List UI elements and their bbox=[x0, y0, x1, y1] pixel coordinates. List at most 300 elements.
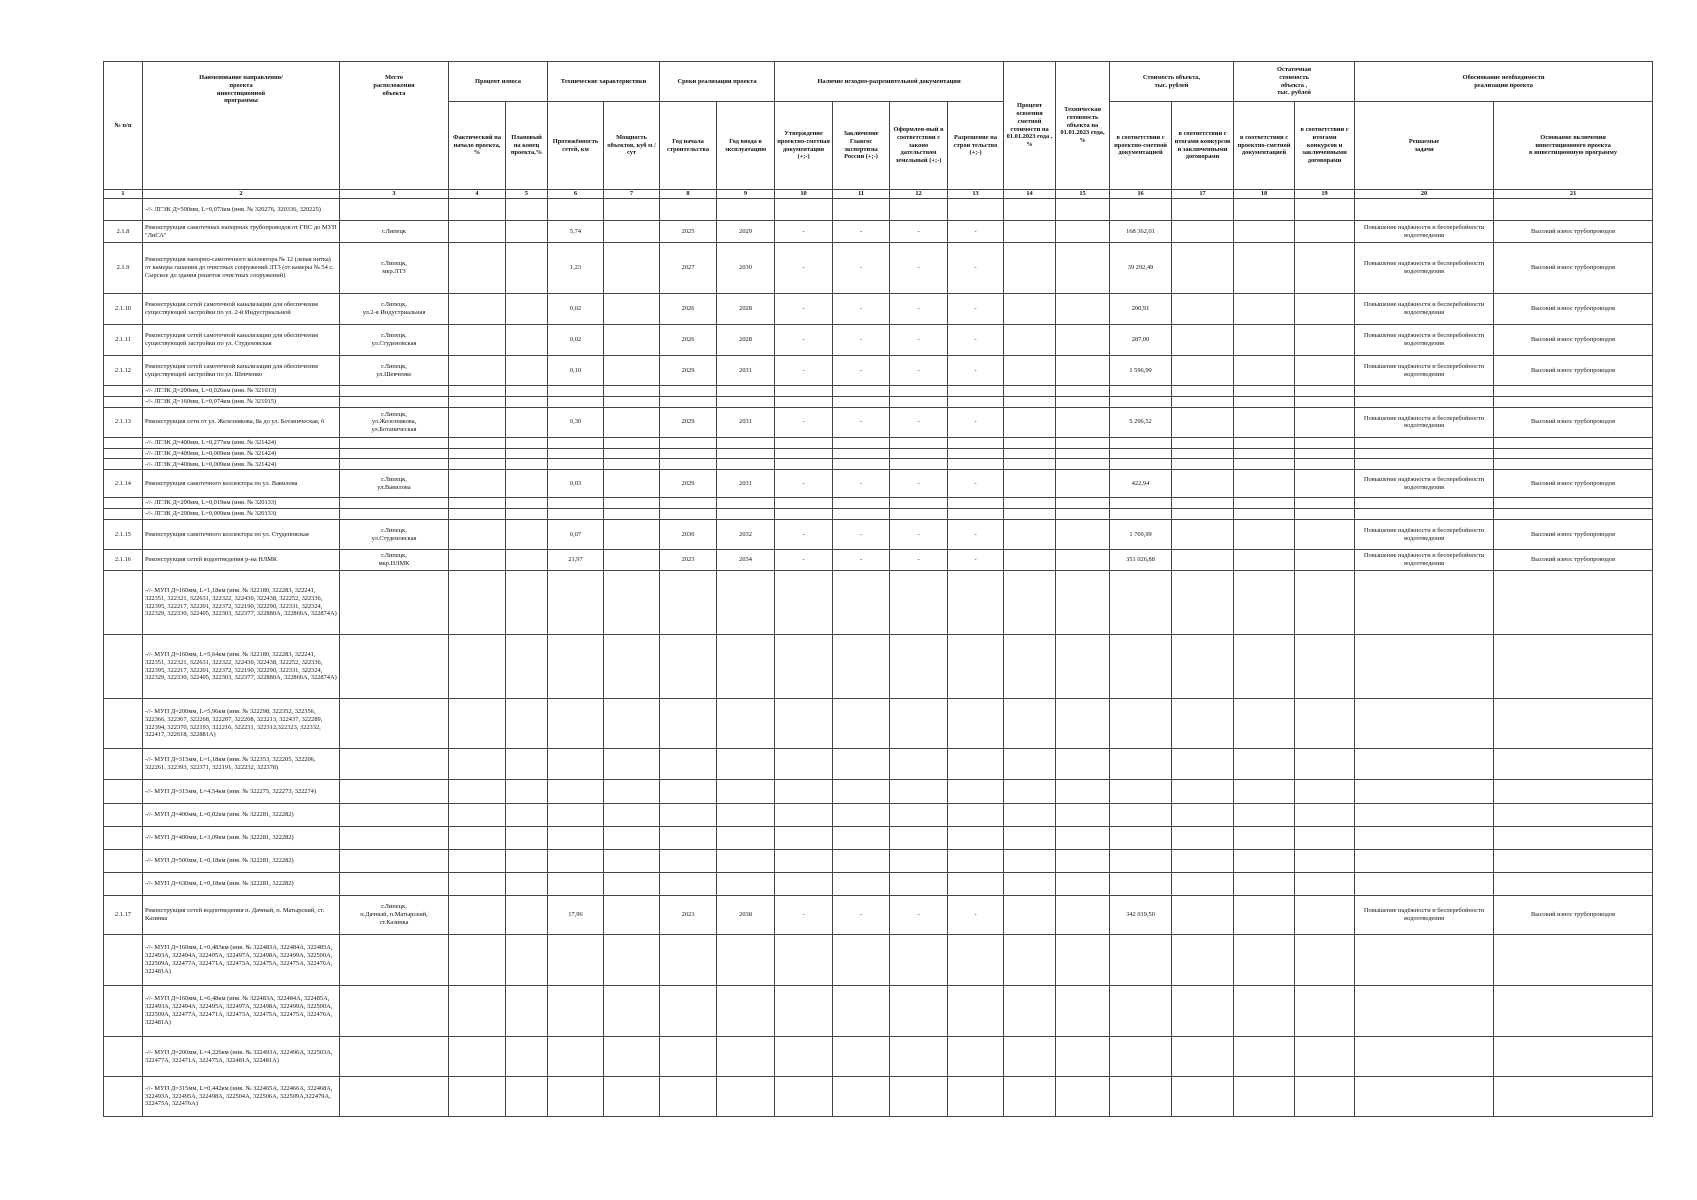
row-doc-permit: - bbox=[948, 896, 1004, 935]
row-capacity bbox=[604, 827, 660, 850]
table-row bbox=[104, 243, 1653, 294]
row-wear-plan bbox=[506, 935, 548, 986]
row-residual-psd bbox=[1234, 1037, 1295, 1077]
row-basis bbox=[1494, 1077, 1653, 1117]
row-doc-permit: - bbox=[948, 407, 1004, 437]
row-basis bbox=[1494, 827, 1653, 850]
row-readiness bbox=[1056, 873, 1110, 896]
row-tasks: Повышение надёжности и бесперебойности водоотведения bbox=[1355, 550, 1494, 571]
row-tasks bbox=[1355, 873, 1494, 896]
row-length bbox=[548, 459, 604, 470]
row-wear-plan bbox=[506, 520, 548, 550]
row-tasks bbox=[1355, 1077, 1494, 1117]
row-capacity bbox=[604, 986, 660, 1037]
row-name: -//- ЛГЭК Д=400мм, L=0,277км (инв. № 321424) bbox=[143, 437, 340, 448]
row-cost-contracts bbox=[1172, 356, 1234, 386]
row-basis bbox=[1494, 498, 1653, 509]
row-cost-psd bbox=[1110, 850, 1172, 873]
row-doc-land bbox=[890, 935, 948, 986]
row-length bbox=[548, 1077, 604, 1117]
row-doc-expertise: - bbox=[833, 356, 890, 386]
row-wear-fact bbox=[449, 749, 506, 780]
row-readiness bbox=[1056, 397, 1110, 408]
row-progress bbox=[1004, 571, 1056, 635]
row-progress bbox=[1004, 896, 1056, 935]
row-start-year bbox=[660, 1037, 717, 1077]
row-name: Реконструкция напорно-самотечного коллектора № 12 (левая нитка) от камеры гашения до очистных сооружений ЛТЗ (от камеры № 54 с. Сырское до здания решеток очистных сооружений) bbox=[143, 243, 340, 294]
column-number: 20 bbox=[1355, 190, 1494, 199]
table-sub-row bbox=[104, 699, 1653, 749]
row-start-year bbox=[660, 986, 717, 1037]
row-wear-plan bbox=[506, 986, 548, 1037]
row-number bbox=[104, 804, 143, 827]
row-name: Реконструкция самотечных напорных трубопроводов от ГНС до МУП "ЛиСА" bbox=[143, 221, 340, 243]
row-cost-psd bbox=[1110, 780, 1172, 804]
row-doc-expertise bbox=[833, 509, 890, 520]
row-residual-psd bbox=[1234, 635, 1295, 699]
row-residual-contracts bbox=[1295, 520, 1355, 550]
row-residual-psd bbox=[1234, 520, 1295, 550]
row-basis bbox=[1494, 804, 1653, 827]
row-cost-contracts bbox=[1172, 221, 1234, 243]
row-doc-approved bbox=[775, 780, 833, 804]
row-cost-contracts bbox=[1172, 986, 1234, 1037]
row-cost-contracts bbox=[1172, 459, 1234, 470]
row-start-year bbox=[660, 749, 717, 780]
row-residual-contracts bbox=[1295, 243, 1355, 294]
header-residual-psd: в соответствии с проектно-сметной документацией bbox=[1234, 102, 1295, 190]
row-doc-land: - bbox=[890, 407, 948, 437]
column-number: 13 bbox=[948, 190, 1004, 199]
row-residual-psd bbox=[1234, 571, 1295, 635]
column-number: 15 bbox=[1056, 190, 1110, 199]
row-doc-approved bbox=[775, 850, 833, 873]
row-place: г.Липецк, ул.2-я Индустриальная bbox=[340, 294, 449, 325]
row-doc-permit bbox=[948, 699, 1004, 749]
row-wear-plan bbox=[506, 498, 548, 509]
row-residual-contracts bbox=[1295, 448, 1355, 459]
row-number bbox=[104, 827, 143, 850]
header-residual-group: Остаточная стоимость объекта , тыс. рублей bbox=[1234, 62, 1355, 102]
row-name: -//- МУП Д=315мм, L=1,18км (инв. № 322353, 322205, 322206, 322261, 322393, 322371, 322191, 322232, 322378) bbox=[143, 749, 340, 780]
row-doc-permit: - bbox=[948, 470, 1004, 498]
row-cost-psd: 39 292,49 bbox=[1110, 243, 1172, 294]
row-name: -//- МУП Д=500мм, L=0,18км (инв. № 322281, 322282) bbox=[143, 850, 340, 873]
row-wear-fact bbox=[449, 199, 506, 221]
row-wear-fact bbox=[449, 699, 506, 749]
row-name: -//- ЛГЭК Д=160мм, L=0,074км (инв. № 321015) bbox=[143, 397, 340, 408]
row-basis bbox=[1494, 935, 1653, 986]
row-doc-land bbox=[890, 1077, 948, 1117]
row-doc-expertise bbox=[833, 699, 890, 749]
row-wear-plan bbox=[506, 470, 548, 498]
row-capacity bbox=[604, 448, 660, 459]
row-readiness bbox=[1056, 1077, 1110, 1117]
row-readiness bbox=[1056, 635, 1110, 699]
row-wear-fact bbox=[449, 896, 506, 935]
row-cost-contracts bbox=[1172, 873, 1234, 896]
row-doc-approved bbox=[775, 448, 833, 459]
row-basis bbox=[1494, 1037, 1653, 1077]
row-residual-psd bbox=[1234, 498, 1295, 509]
row-number bbox=[104, 1077, 143, 1117]
row-doc-land: - bbox=[890, 243, 948, 294]
row-wear-fact bbox=[449, 827, 506, 850]
row-cost-contracts bbox=[1172, 325, 1234, 356]
row-readiness bbox=[1056, 221, 1110, 243]
row-wear-plan bbox=[506, 850, 548, 873]
row-capacity bbox=[604, 509, 660, 520]
row-residual-psd bbox=[1234, 199, 1295, 221]
table-sub-row bbox=[104, 804, 1653, 827]
row-number bbox=[104, 986, 143, 1037]
row-progress bbox=[1004, 1037, 1056, 1077]
row-tasks bbox=[1355, 827, 1494, 850]
row-residual-contracts bbox=[1295, 986, 1355, 1037]
row-name: Реконструкция самотечного коллектора по ул. Студеновская bbox=[143, 520, 340, 550]
row-basis bbox=[1494, 397, 1653, 408]
row-residual-psd bbox=[1234, 986, 1295, 1037]
row-cost-contracts bbox=[1172, 850, 1234, 873]
row-doc-expertise bbox=[833, 386, 890, 397]
row-basis bbox=[1494, 199, 1653, 221]
row-tasks bbox=[1355, 986, 1494, 1037]
row-wear-fact bbox=[449, 294, 506, 325]
row-doc-permit: - bbox=[948, 325, 1004, 356]
row-residual-psd bbox=[1234, 896, 1295, 935]
row-place bbox=[340, 935, 449, 986]
row-place bbox=[340, 699, 449, 749]
row-wear-fact bbox=[449, 386, 506, 397]
table-row bbox=[104, 520, 1653, 550]
column-number: 6 bbox=[548, 190, 604, 199]
row-cost-psd: 422,94 bbox=[1110, 470, 1172, 498]
row-readiness bbox=[1056, 437, 1110, 448]
row-doc-permit: - bbox=[948, 243, 1004, 294]
row-doc-land bbox=[890, 699, 948, 749]
row-wear-plan bbox=[506, 437, 548, 448]
row-progress bbox=[1004, 199, 1056, 221]
row-doc-expertise bbox=[833, 437, 890, 448]
row-doc-land bbox=[890, 986, 948, 1037]
row-doc-land bbox=[890, 459, 948, 470]
row-end-year: 2029 bbox=[717, 221, 775, 243]
row-basis: Высокий износ трубопроводов bbox=[1494, 356, 1653, 386]
row-cost-psd bbox=[1110, 1037, 1172, 1077]
row-capacity bbox=[604, 221, 660, 243]
row-place bbox=[340, 498, 449, 509]
column-number: 7 bbox=[604, 190, 660, 199]
row-residual-contracts bbox=[1295, 386, 1355, 397]
row-capacity bbox=[604, 294, 660, 325]
row-doc-expertise bbox=[833, 199, 890, 221]
header-doc-permit: Разрешение на строи тельство (+;-) bbox=[948, 102, 1004, 190]
row-number bbox=[104, 571, 143, 635]
row-cost-psd: 5 296,52 bbox=[1110, 407, 1172, 437]
row-doc-expertise: - bbox=[833, 407, 890, 437]
row-number: 2.1.12 bbox=[104, 356, 143, 386]
row-tasks bbox=[1355, 850, 1494, 873]
row-tasks: Повышение надёжности и бесперебойности водоотведения bbox=[1355, 407, 1494, 437]
row-wear-plan bbox=[506, 571, 548, 635]
row-cost-contracts bbox=[1172, 448, 1234, 459]
row-end-year: 2034 bbox=[717, 550, 775, 571]
row-cost-psd bbox=[1110, 635, 1172, 699]
row-length bbox=[548, 780, 604, 804]
row-end-year bbox=[717, 498, 775, 509]
row-residual-psd bbox=[1234, 294, 1295, 325]
row-end-year bbox=[717, 397, 775, 408]
row-name: Реконструкция сетей водоотведения п. Дачный, п. Матырский, ст. Казинка bbox=[143, 896, 340, 935]
row-cost-contracts bbox=[1172, 780, 1234, 804]
row-end-year bbox=[717, 635, 775, 699]
row-cost-contracts bbox=[1172, 199, 1234, 221]
row-doc-approved bbox=[775, 1077, 833, 1117]
row-doc-land bbox=[890, 397, 948, 408]
row-doc-expertise bbox=[833, 935, 890, 986]
row-doc-approved bbox=[775, 827, 833, 850]
row-length: 5,74 bbox=[548, 221, 604, 243]
row-wear-fact bbox=[449, 397, 506, 408]
row-basis bbox=[1494, 749, 1653, 780]
row-wear-plan bbox=[506, 827, 548, 850]
row-start-year: 2026 bbox=[660, 294, 717, 325]
row-length bbox=[548, 935, 604, 986]
row-capacity bbox=[604, 199, 660, 221]
header-doc-approved: Утверждение проектно-сметная документация (+;-) bbox=[775, 102, 833, 190]
row-length bbox=[548, 986, 604, 1037]
row-readiness bbox=[1056, 571, 1110, 635]
row-doc-approved: - bbox=[775, 294, 833, 325]
row-start-year bbox=[660, 827, 717, 850]
row-place: г.Липецк, ул.Студеновская bbox=[340, 520, 449, 550]
header-doc-expertise: Заключение Главгос экспертизы России (+;-) bbox=[833, 102, 890, 190]
row-name: -//- МУП Д=200мм, L=5,96км (инв. № 322298, 322352, 322356, 322366, 322367, 322268, 322207, 322208, 322213, 322437, 322289, 322394, 322370, 322193, 322216, 322231, 322312,322323, 322332, 322417, 322618, 322881А) bbox=[143, 699, 340, 749]
table-sub-row bbox=[104, 437, 1653, 448]
row-start-year bbox=[660, 448, 717, 459]
row-progress bbox=[1004, 550, 1056, 571]
row-start-year bbox=[660, 1077, 717, 1117]
row-name: -//- ЛГЭК Д=500мм, L=0,073км (инв. № 320276, 320336, 320225) bbox=[143, 199, 340, 221]
row-doc-expertise bbox=[833, 749, 890, 780]
row-wear-fact bbox=[449, 780, 506, 804]
row-progress bbox=[1004, 437, 1056, 448]
row-readiness bbox=[1056, 520, 1110, 550]
row-cost-contracts bbox=[1172, 386, 1234, 397]
row-wear-plan bbox=[506, 804, 548, 827]
column-number: 5 bbox=[506, 190, 548, 199]
row-doc-approved bbox=[775, 804, 833, 827]
row-doc-expertise: - bbox=[833, 221, 890, 243]
row-progress bbox=[1004, 325, 1056, 356]
row-capacity bbox=[604, 459, 660, 470]
row-cost-contracts bbox=[1172, 509, 1234, 520]
table-row bbox=[104, 407, 1653, 437]
row-doc-land bbox=[890, 509, 948, 520]
row-cost-psd bbox=[1110, 804, 1172, 827]
row-capacity bbox=[604, 437, 660, 448]
row-end-year: 2032 bbox=[717, 520, 775, 550]
row-progress bbox=[1004, 780, 1056, 804]
row-cost-contracts bbox=[1172, 635, 1234, 699]
row-capacity bbox=[604, 397, 660, 408]
row-progress bbox=[1004, 1077, 1056, 1117]
row-end-year bbox=[717, 780, 775, 804]
row-wear-fact bbox=[449, 459, 506, 470]
column-number: 3 bbox=[340, 190, 449, 199]
row-capacity bbox=[604, 896, 660, 935]
row-start-year bbox=[660, 850, 717, 873]
row-basis bbox=[1494, 635, 1653, 699]
table-sub-row bbox=[104, 386, 1653, 397]
row-wear-plan bbox=[506, 448, 548, 459]
row-doc-approved bbox=[775, 459, 833, 470]
row-place: г.Липецк, ул.Железнякова, ул.Ботаническая bbox=[340, 407, 449, 437]
row-residual-psd bbox=[1234, 325, 1295, 356]
row-name: -//- МУП Д=160мм, L=5,64км (инв. № 322180, 322283, 322241, 322351, 322321, 322631, 322322, 322430, 322438, 322252, 322336, 322395, 322217, 322201, 322372, 322190, 322290, 322331, 322324, 322329, 322330, 322405, 322303, 322377, 322880А, 322866А, 322874А) bbox=[143, 635, 340, 699]
row-doc-land: - bbox=[890, 470, 948, 498]
row-doc-permit bbox=[948, 1077, 1004, 1117]
header-terms-group: Сроки реализации проекта bbox=[660, 62, 775, 102]
row-place bbox=[340, 827, 449, 850]
table-sub-row bbox=[104, 448, 1653, 459]
row-doc-approved: - bbox=[775, 325, 833, 356]
row-capacity bbox=[604, 470, 660, 498]
row-doc-expertise: - bbox=[833, 470, 890, 498]
row-cost-contracts bbox=[1172, 397, 1234, 408]
row-cost-psd: 1 596,90 bbox=[1110, 356, 1172, 386]
row-doc-land bbox=[890, 850, 948, 873]
row-wear-plan bbox=[506, 896, 548, 935]
row-tasks: Повышение надёжности и бесперебойности водоотведения bbox=[1355, 243, 1494, 294]
row-cost-psd bbox=[1110, 459, 1172, 470]
column-number: 16 bbox=[1110, 190, 1172, 199]
row-doc-expertise: - bbox=[833, 896, 890, 935]
row-doc-land bbox=[890, 749, 948, 780]
row-wear-plan bbox=[506, 1077, 548, 1117]
row-place bbox=[340, 804, 449, 827]
row-wear-plan bbox=[506, 325, 548, 356]
row-doc-approved: - bbox=[775, 520, 833, 550]
row-cost-psd bbox=[1110, 386, 1172, 397]
row-tasks bbox=[1355, 199, 1494, 221]
row-doc-expertise bbox=[833, 397, 890, 408]
row-length bbox=[548, 448, 604, 459]
row-wear-fact bbox=[449, 986, 506, 1037]
row-doc-expertise bbox=[833, 804, 890, 827]
row-capacity bbox=[604, 804, 660, 827]
row-number: 2.1.9 bbox=[104, 243, 143, 294]
table-sub-row bbox=[104, 827, 1653, 850]
row-doc-permit bbox=[948, 635, 1004, 699]
row-progress bbox=[1004, 520, 1056, 550]
row-wear-plan bbox=[506, 873, 548, 896]
header-wear-plan: Плановый на конец проекта,% bbox=[506, 102, 548, 190]
row-readiness bbox=[1056, 986, 1110, 1037]
row-tasks: Повышение надёжности и бесперебойности водоотведения bbox=[1355, 221, 1494, 243]
row-place bbox=[340, 635, 449, 699]
row-name: -//- МУП Д=400мм, L=3,09км (инв. № 322281, 322282) bbox=[143, 827, 340, 850]
row-progress bbox=[1004, 356, 1056, 386]
row-residual-psd bbox=[1234, 850, 1295, 873]
table-sub-row bbox=[104, 635, 1653, 699]
row-length: 0,07 bbox=[548, 520, 604, 550]
row-basis bbox=[1494, 459, 1653, 470]
row-doc-land bbox=[890, 804, 948, 827]
row-residual-contracts bbox=[1295, 1037, 1355, 1077]
table-sub-row bbox=[104, 498, 1653, 509]
row-cost-psd bbox=[1110, 986, 1172, 1037]
row-number: 2.1.16 bbox=[104, 550, 143, 571]
row-cost-psd bbox=[1110, 509, 1172, 520]
row-capacity bbox=[604, 571, 660, 635]
row-place bbox=[340, 437, 449, 448]
row-length: 0,02 bbox=[548, 294, 604, 325]
row-residual-contracts bbox=[1295, 498, 1355, 509]
row-doc-permit bbox=[948, 509, 1004, 520]
row-cost-psd: 287,00 bbox=[1110, 325, 1172, 356]
row-progress bbox=[1004, 850, 1056, 873]
row-end-year bbox=[717, 850, 775, 873]
row-name: -//- ЛГЭК Д=200мм, L=0,026км (инв. № 321013) bbox=[143, 386, 340, 397]
row-tasks bbox=[1355, 935, 1494, 986]
row-length bbox=[548, 850, 604, 873]
row-residual-psd bbox=[1234, 386, 1295, 397]
row-tasks bbox=[1355, 749, 1494, 780]
row-residual-psd bbox=[1234, 804, 1295, 827]
row-end-year bbox=[717, 459, 775, 470]
row-doc-approved bbox=[775, 986, 833, 1037]
row-wear-fact bbox=[449, 1037, 506, 1077]
header-wear-group: Процент износа bbox=[449, 62, 548, 102]
row-readiness bbox=[1056, 498, 1110, 509]
row-basis: Высокий износ трубопроводов bbox=[1494, 325, 1653, 356]
table-row bbox=[104, 294, 1653, 325]
row-doc-approved bbox=[775, 635, 833, 699]
row-name: Реконструкция сети от ул. Железнякова, 8а до ул. Ботаническая, 6 bbox=[143, 407, 340, 437]
row-residual-psd bbox=[1234, 780, 1295, 804]
row-doc-approved bbox=[775, 437, 833, 448]
row-cost-contracts bbox=[1172, 896, 1234, 935]
row-tasks bbox=[1355, 1037, 1494, 1077]
row-number bbox=[104, 448, 143, 459]
row-length bbox=[548, 498, 604, 509]
row-end-year bbox=[717, 827, 775, 850]
row-readiness bbox=[1056, 550, 1110, 571]
row-start-year: 2023 bbox=[660, 550, 717, 571]
row-cost-psd: 200,91 bbox=[1110, 294, 1172, 325]
row-doc-expertise: - bbox=[833, 520, 890, 550]
row-wear-plan bbox=[506, 407, 548, 437]
row-doc-approved bbox=[775, 749, 833, 780]
row-basis bbox=[1494, 986, 1653, 1037]
row-doc-permit: - bbox=[948, 550, 1004, 571]
row-doc-land bbox=[890, 448, 948, 459]
row-tasks bbox=[1355, 699, 1494, 749]
row-wear-plan bbox=[506, 294, 548, 325]
table-sub-row bbox=[104, 780, 1653, 804]
row-doc-expertise: - bbox=[833, 325, 890, 356]
row-wear-plan bbox=[506, 509, 548, 520]
row-residual-psd bbox=[1234, 397, 1295, 408]
row-length bbox=[548, 397, 604, 408]
column-number: 18 bbox=[1234, 190, 1295, 199]
row-doc-expertise bbox=[833, 571, 890, 635]
row-capacity bbox=[604, 325, 660, 356]
row-tasks: Повышение надёжности и бесперебойности водоотведения bbox=[1355, 896, 1494, 935]
row-length: 0,02 bbox=[548, 325, 604, 356]
row-doc-permit: - bbox=[948, 294, 1004, 325]
